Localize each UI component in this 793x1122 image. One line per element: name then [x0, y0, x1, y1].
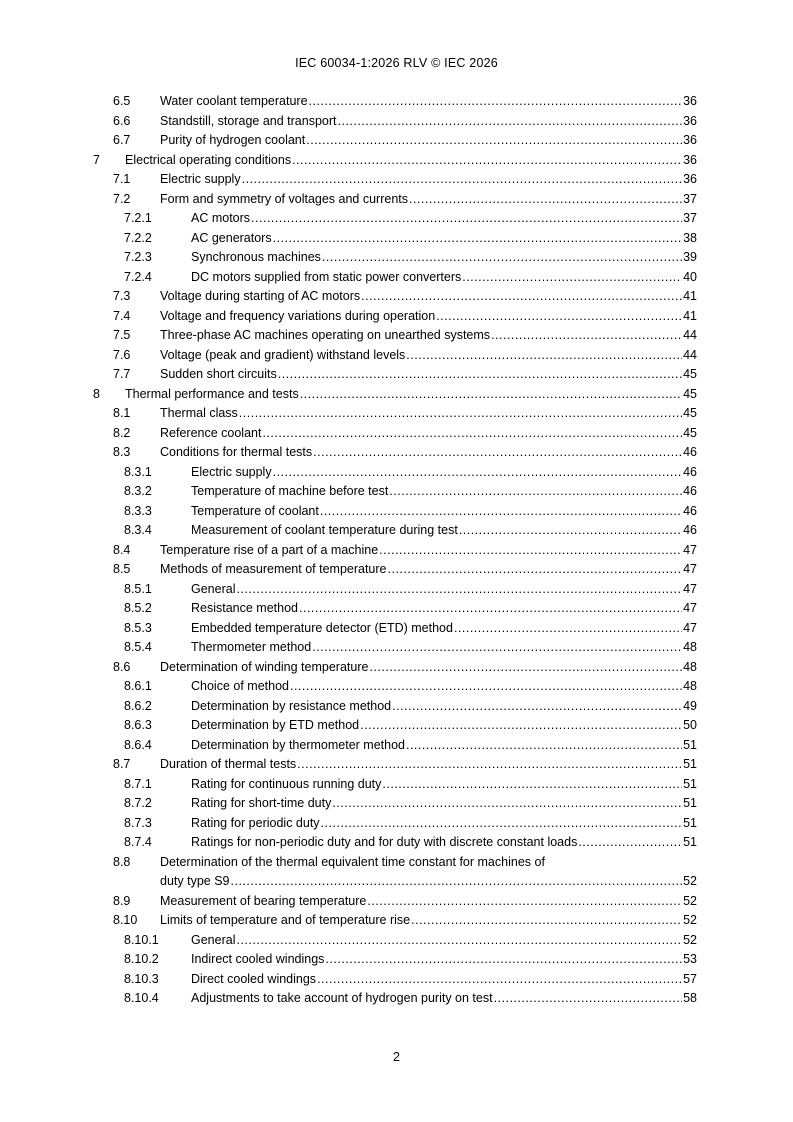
toc-entry-title: Temperature of machine before test [191, 484, 389, 498]
toc-entry-title: Voltage during starting of AC motors [160, 289, 361, 303]
toc-leader-dots [459, 521, 682, 541]
toc-entry-line [191, 268, 697, 288]
toc-entry-number: 7.2 [113, 191, 131, 206]
toc-entry-title: Electric supply [160, 172, 241, 186]
toc-entry-line [191, 794, 697, 814]
toc-entry-number: 8.3 [113, 445, 131, 459]
toc-entry-page: 37 [683, 211, 697, 225]
toc-entry-title: AC generators [191, 230, 272, 245]
toc-entry-title: Direct cooled windings [191, 971, 317, 986]
toc-leader-dots [409, 190, 682, 210]
toc-leader-dots [320, 502, 682, 522]
toc-entry-title: Thermal class [160, 406, 238, 420]
toc-entry-title: Three-phase AC machines operating on unearthed systems [160, 328, 491, 342]
toc-entry-number: 8.9 [113, 893, 131, 908]
toc-leader-dots [290, 677, 682, 697]
toc-entry-page: 48 [683, 640, 697, 654]
toc-entry-page: 38 [683, 230, 697, 245]
toc-entry-line [191, 209, 697, 229]
toc-entry-line [191, 502, 697, 522]
toc-entry-title: Temperature of coolant [191, 503, 319, 518]
toc-entry-page: 44 [683, 328, 697, 342]
page-number: 2 [393, 1050, 400, 1064]
toc-entry-title: Determination by thermometer method [191, 737, 405, 752]
toc-entry-number: 8.4 [113, 542, 131, 557]
toc-entry-line [191, 580, 697, 600]
toc-entry-number: 7.4 [113, 308, 131, 323]
toc-entry-number: 7.2.4 [124, 269, 152, 284]
toc-entry-page: 50 [683, 718, 697, 732]
toc-entry-title: Methods of measurement of temperature [160, 562, 387, 576]
toc-entry-page: 46 [683, 445, 697, 459]
toc-entry-page: 58 [683, 991, 697, 1005]
toc-entry-line [160, 560, 697, 580]
toc-entry-number: 8.3.2 [124, 484, 152, 498]
toc-entry-number: 8.5 [113, 562, 131, 576]
toc-entry-page: 49 [683, 698, 697, 713]
toc-entry-page: 37 [683, 191, 697, 206]
toc-leader-dots [251, 209, 682, 229]
toc-leader-dots [322, 248, 682, 268]
toc-entry-title: Rating for short-time duty [191, 796, 332, 810]
toc-entry-line [160, 307, 697, 327]
toc-entry-number: 8.7.4 [124, 835, 152, 849]
toc-entry-page: 51 [683, 776, 697, 791]
toc-leader-dots [436, 307, 682, 327]
toc-entry-line [160, 326, 697, 346]
toc-entry-page: 44 [683, 347, 697, 362]
toc-entry-number: 8.3.4 [124, 523, 152, 537]
toc-leader-dots [239, 404, 682, 424]
toc-entry-line [191, 989, 697, 1009]
toc-entry-line [191, 599, 697, 619]
toc-leader-dots [306, 131, 682, 151]
toc-entry-line [160, 112, 697, 132]
toc-entry-number: 8.6.4 [124, 737, 152, 752]
toc-leader-dots [262, 424, 682, 444]
toc-entry-number: 8.5.2 [124, 601, 152, 615]
toc-entry-title: Rating for periodic duty [191, 815, 320, 830]
toc-entry-number: 8.7.2 [124, 796, 152, 810]
toc-entry-page: 47 [683, 581, 697, 596]
toc-entry-title: Voltage and frequency variations during operation [160, 308, 436, 323]
toc-entry-page: 45 [683, 406, 697, 420]
toc-entry-page: 48 [683, 659, 697, 674]
toc-entry-number: 7.7 [113, 367, 131, 381]
toc-entry-number: 8.10.2 [124, 952, 159, 966]
toc-leader-dots [360, 716, 682, 736]
toc-entry-page: 46 [683, 484, 697, 498]
toc-leader-dots [299, 599, 682, 619]
toc-entry-page: 51 [683, 757, 697, 771]
toc-entry-number: 8.7 [113, 757, 131, 771]
toc-leader-dots [236, 580, 682, 600]
toc-entry-page: 51 [683, 796, 697, 810]
toc-entry-title: Determination of winding temperature [160, 659, 369, 674]
toc-entry-title: Measurement of bearing temperature [160, 893, 367, 908]
toc-entry-page: 41 [683, 308, 697, 323]
toc-entry-line [191, 248, 697, 268]
toc-entry-title: Ratings for non-periodic duty and for duty with discrete constant loads [191, 835, 578, 849]
toc-leader-dots [300, 385, 682, 405]
toc-leader-dots [389, 482, 682, 502]
toc-leader-dots [406, 346, 682, 366]
toc-entry-page: 40 [683, 269, 697, 284]
toc-entry-number: 8.6.2 [124, 698, 152, 713]
toc-entry-number: 8 [93, 386, 100, 401]
toc-entry-title: Standstill, storage and transport [160, 113, 337, 128]
toc-leader-dots [462, 268, 682, 288]
toc-entry-line [125, 151, 697, 171]
toc-entry-number: 7.2.1 [124, 211, 152, 225]
toc-entry-page: 52 [683, 893, 697, 908]
toc-entry-number: 6.6 [113, 113, 131, 128]
toc-entry-page: 46 [683, 523, 697, 537]
toc-entry-page: 51 [683, 737, 697, 752]
toc-entry-number: 8.6 [113, 659, 131, 674]
toc-entry-line [191, 229, 697, 249]
toc-entry-page: 47 [683, 542, 697, 557]
toc-leader-dots [236, 931, 682, 951]
toc-entry-line [160, 92, 697, 112]
toc-entry-title: Rating for continuous running duty [191, 776, 382, 791]
toc-entry-number: 8.10.1 [124, 932, 159, 947]
toc-entry-page: 36 [683, 172, 697, 186]
toc-entry-page: 36 [683, 94, 697, 108]
toc-entry-line [160, 541, 697, 561]
toc-entry-title: Reference coolant [160, 425, 262, 440]
toc-entry-number: 8.6.3 [124, 718, 152, 732]
toc-entry-title: General [191, 932, 236, 947]
toc-entry-line [191, 463, 697, 483]
toc-entry-page: 51 [683, 815, 697, 830]
toc-leader-dots [367, 892, 682, 912]
toc-entry-number: 8.6.1 [124, 679, 152, 693]
toc-entry-title: Duration of thermal tests [160, 757, 297, 771]
toc-entry-line [191, 521, 697, 541]
toc-entry-number: 7.2.2 [124, 230, 152, 245]
toc-leader-dots [338, 112, 683, 132]
toc-leader-dots [411, 911, 682, 931]
toc-entry-number: 8.5.4 [124, 640, 152, 654]
page-header: IEC 60034-1:2026 RLV © IEC 2026 [295, 56, 498, 70]
toc-entry-title: Embedded temperature detector (ETD) method [191, 620, 453, 635]
toc-entry-page: 45 [683, 367, 697, 381]
toc-entry-number: 8.7.3 [124, 815, 152, 830]
toc-entry-line [160, 443, 697, 463]
toc-leader-dots [491, 326, 682, 346]
toc-entry-title: Choice of method [191, 679, 289, 693]
toc-leader-dots [242, 170, 683, 190]
toc-entry-line [160, 190, 697, 210]
toc-entry-title: Determination by ETD method [191, 718, 360, 732]
toc-entry-line [191, 716, 697, 736]
toc-entry-page: 45 [683, 425, 697, 440]
toc-entry-line [191, 677, 697, 697]
toc-leader-dots [273, 229, 682, 249]
toc-entry-title: Thermometer method [191, 640, 312, 654]
toc-entry-title: Thermal performance and tests [125, 386, 299, 401]
toc-entry-line [125, 385, 697, 405]
toc-entry-page: 51 [683, 835, 697, 849]
toc-entry-title: Temperature rise of a part of a machine [160, 542, 379, 557]
toc-entry-page: 41 [683, 289, 697, 303]
toc-leader-dots [231, 872, 683, 892]
toc-entry-line [191, 931, 697, 951]
toc-leader-dots [494, 989, 683, 1009]
toc-entry-line [191, 950, 697, 970]
toc-leader-dots [278, 365, 682, 385]
toc-entry-page: 46 [683, 503, 697, 518]
toc-entry-title: General [191, 581, 236, 596]
toc-entry-page: 45 [683, 386, 697, 401]
toc-entry-title: Synchronous machines [191, 250, 321, 264]
toc-entry-line [191, 970, 697, 990]
toc-entry-line [191, 775, 697, 795]
toc-entry-line [160, 365, 697, 385]
toc-entry-number: 8.1 [113, 406, 131, 420]
toc-entry-line [160, 892, 697, 912]
toc-leader-dots [321, 814, 683, 834]
toc-entry-line [191, 736, 697, 756]
toc-entry-title: duty type S9 [160, 874, 230, 888]
toc-entry-number: 8.10.4 [124, 991, 159, 1005]
toc-leader-dots [392, 697, 682, 717]
toc-leader-dots [273, 463, 683, 483]
toc-entry-number: 7.6 [113, 347, 131, 362]
toc-entry-title: Electric supply [191, 464, 272, 479]
toc-leader-dots [454, 619, 682, 639]
toc-entry-number: 8.10.3 [124, 971, 159, 986]
toc-entry-number: 8.3.3 [124, 503, 152, 518]
toc-entry-line [191, 482, 697, 502]
toc-entry-number: 8.2 [113, 425, 131, 440]
toc-entry-number: 6.5 [113, 94, 131, 108]
toc-entry-number: 8.5.3 [124, 620, 152, 635]
toc-entry-number: 6.7 [113, 133, 131, 147]
toc-leader-dots [379, 541, 682, 561]
toc-entry-number: 8.8 [113, 854, 131, 869]
toc-entry-page: 47 [683, 562, 697, 576]
toc-leader-dots [317, 970, 682, 990]
toc-entry-title: Indirect cooled windings [191, 952, 325, 966]
toc-leader-dots [361, 287, 682, 307]
toc-entry-number: 7.3 [113, 289, 131, 303]
toc-entry-page: 48 [683, 679, 697, 693]
toc-leader-dots [313, 443, 682, 463]
toc-entry-line [191, 619, 697, 639]
toc-leader-dots [578, 833, 682, 853]
toc-entry-title: Measurement of coolant temperature during test [191, 523, 458, 537]
toc-entry-title: Form and symmetry of voltages and currents [160, 191, 409, 206]
toc-entry-title: Voltage (peak and gradient) withstand levels [160, 347, 406, 362]
toc-entry-title: DC motors supplied from static power converters [191, 269, 462, 284]
toc-entry-page: 46 [683, 464, 697, 479]
toc-entry-page: 47 [683, 601, 697, 615]
toc-leader-dots [388, 560, 683, 580]
toc-entry-line [160, 346, 697, 366]
toc-entry-title: Water coolant temperature [160, 94, 308, 108]
toc-entry-page: 52 [683, 913, 697, 927]
toc-entry-page: 39 [683, 250, 697, 264]
toc-entry-page: 52 [683, 874, 697, 888]
toc-leader-dots [332, 794, 682, 814]
toc-entry-line [160, 131, 697, 151]
toc-entry-line [191, 697, 697, 717]
toc-entry-line [160, 755, 697, 775]
toc-entry-title: AC motors [191, 211, 251, 225]
toc-entry-title: Adjustments to take account of hydrogen purity on test [191, 991, 493, 1005]
toc-entry-page: 36 [683, 152, 697, 167]
toc-entry-line [191, 833, 697, 853]
toc-entry-line [160, 287, 697, 307]
toc-leader-dots [382, 775, 682, 795]
toc-entry-title: Sudden short circuits [160, 367, 277, 381]
toc-entry-number: 8.10 [113, 913, 138, 927]
toc-entry-number: 7.5 [113, 328, 131, 342]
toc-entry-title: Purity of hydrogen coolant [160, 133, 306, 147]
toc-entry-title-line1: Determination of the thermal equivalent time constant for machines of [160, 854, 545, 869]
toc-entry-number: 7.2.3 [124, 250, 152, 264]
toc-leader-dots [312, 638, 682, 658]
toc-entry-page: 36 [683, 133, 697, 147]
toc-entry-number: 8.7.1 [124, 776, 152, 791]
toc-entry-line [191, 814, 697, 834]
toc-entry-line [160, 404, 697, 424]
toc-entry-line [160, 658, 697, 678]
toc-leader-dots [325, 950, 682, 970]
toc-entry-number: 8.5.1 [124, 581, 152, 596]
toc-entry-title: Resistance method [191, 601, 299, 615]
toc-entry-page: 52 [683, 932, 697, 947]
toc-leader-dots [292, 151, 682, 171]
toc-entry-page: 53 [683, 952, 697, 966]
toc-entry-number: 8.3.1 [124, 464, 152, 479]
toc-entry-line [160, 911, 697, 931]
toc-entry-number: 7 [93, 152, 100, 167]
toc-entry-title: Determination by resistance method [191, 698, 392, 713]
toc-leader-dots [369, 658, 682, 678]
toc-entry-number: 7.1 [113, 172, 131, 186]
toc-leader-dots [297, 755, 682, 775]
toc-entry-page: 57 [683, 971, 697, 986]
toc-entry-line [160, 424, 697, 444]
toc-entry-line [160, 170, 697, 190]
toc-entry-line [160, 872, 697, 892]
toc-entry-title: Electrical operating conditions [125, 152, 292, 167]
toc-entry-title: Conditions for thermal tests [160, 445, 313, 459]
toc-leader-dots [309, 92, 683, 112]
toc-entry-page: 47 [683, 620, 697, 635]
toc-leader-dots [406, 736, 682, 756]
toc-entry-title: Limits of temperature and of temperature rise [160, 913, 411, 927]
toc-entry-line [191, 638, 697, 658]
toc-entry-page: 36 [683, 113, 697, 128]
